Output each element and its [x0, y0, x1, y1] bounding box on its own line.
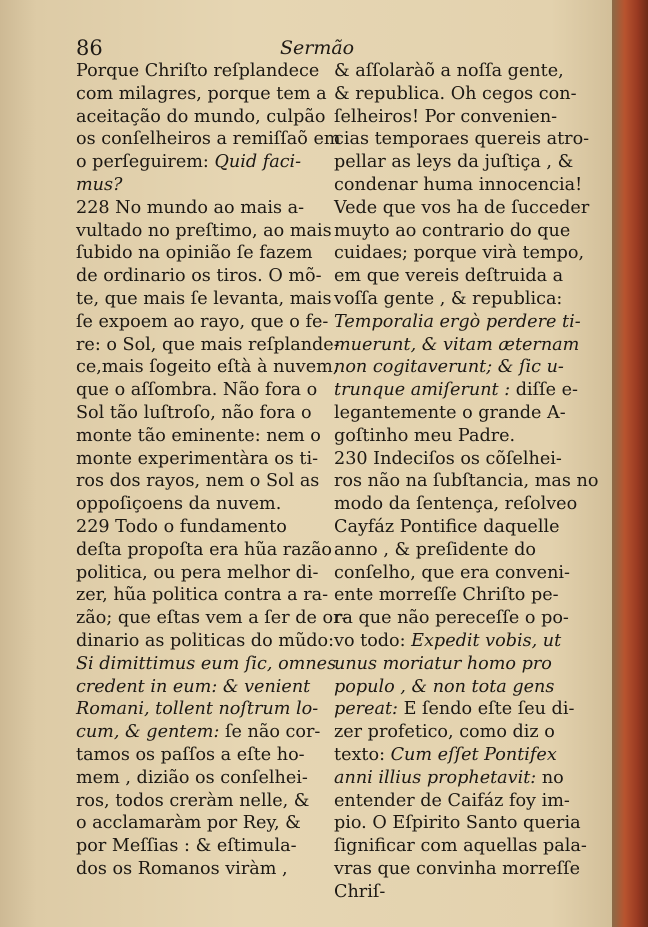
- text-line: [76, 630, 335, 653]
- text-line: [76, 242, 322, 265]
- text-run: ſubido na opinião ſe fazem: [76, 243, 313, 264]
- text-line: [334, 767, 580, 790]
- text-line: [76, 379, 322, 402]
- text-line: [334, 607, 580, 630]
- text-line: [334, 356, 580, 379]
- left-text-column: [76, 60, 348, 881]
- text-run: Cayfáz Pontifice daquelle: [334, 516, 560, 537]
- text-line: [334, 60, 580, 83]
- text-line: [334, 721, 580, 744]
- text-line: [334, 288, 580, 311]
- text-line: [334, 197, 590, 220]
- text-run: monte tão eminente: nem o: [76, 425, 321, 446]
- text-run: te, que mais ſe levanta, mais: [76, 288, 332, 309]
- text-line: [334, 151, 580, 174]
- italic-text: muerunt, & vitam æternam: [334, 334, 580, 355]
- text-run: dinario as politicas do mũdo:: [76, 630, 335, 651]
- text-line: [76, 812, 322, 835]
- text-line: [334, 858, 580, 881]
- text-run: zer, hũa politica contra a ra-: [76, 585, 329, 606]
- text-run: que o aſſombra. Não fora o: [76, 380, 318, 401]
- text-line: [76, 721, 322, 744]
- text-run: anno , & preſidente do: [334, 539, 536, 560]
- text-line: [76, 539, 333, 562]
- italic-text: pereat:: [334, 699, 398, 720]
- text-line: [334, 516, 580, 539]
- text-run: em que vereis deſtruida a: [334, 266, 564, 287]
- text-line: [334, 653, 580, 676]
- text-line: [76, 653, 337, 676]
- text-line: [76, 265, 322, 288]
- text-run: de ordinario os tiros. O mõ-: [76, 266, 322, 287]
- text-run: voſſa gente , & republica:: [334, 288, 563, 309]
- text-run: 229 Todo o fundamento: [76, 516, 287, 537]
- text-line: [334, 790, 580, 813]
- text-run: diſſe e-: [510, 380, 579, 401]
- text-run: no: [536, 767, 564, 788]
- text-line: [76, 356, 339, 379]
- text-line: [76, 584, 329, 607]
- text-run: Sol tão luſtroſo, não fora o: [76, 402, 312, 423]
- text-run: goſtinho meu Padre.: [334, 425, 516, 446]
- text-run: mem , dizião os conſelhei-: [76, 767, 308, 788]
- italic-text: populo , & non tota gens: [334, 676, 555, 697]
- italic-text: Cum eſſet Pontifex: [390, 744, 557, 765]
- italic-text: anni illius prophetavit:: [334, 767, 537, 788]
- text-line: [76, 562, 322, 585]
- text-line: [334, 265, 580, 288]
- text-run: ſelheiros! Por convenien-: [334, 106, 558, 127]
- text-line: [76, 470, 322, 493]
- text-line: [334, 311, 580, 334]
- text-line: [76, 493, 322, 516]
- text-run: entender de Caifáz foy im-: [334, 790, 570, 811]
- italic-text: unus moriatur homo pro: [334, 653, 552, 674]
- text-line: [334, 220, 580, 243]
- text-run: aceitação do mundo, culpão: [76, 106, 326, 127]
- text-run: conſelho, que era conveni-: [334, 562, 570, 583]
- text-run: pellar as leys da juſtiça , &: [334, 152, 574, 173]
- text-run: dos os Romanos viràm ,: [76, 858, 288, 879]
- text-run: monte experimentàra os ti-: [76, 448, 319, 469]
- text-run: zer profetico, como diz o: [334, 722, 555, 743]
- italic-text: mus?: [76, 174, 123, 195]
- italic-text: Temporalia ergò perdere ti-: [334, 311, 581, 332]
- text-line: [76, 288, 332, 311]
- italic-text: Si dimittimus eum ſic, omnes: [76, 653, 337, 674]
- text-line: [334, 630, 580, 653]
- text-line: [76, 676, 322, 699]
- text-run: Vede que vos ha de ſucceder: [334, 197, 590, 218]
- text-line: [334, 470, 599, 493]
- text-run: vo todo:: [334, 630, 412, 651]
- text-run: Chriſ-: [334, 881, 386, 902]
- text-run: legantemente o grande A-: [334, 402, 566, 423]
- text-run: tamos os paſſos a eſte ho-: [76, 744, 305, 765]
- text-run: muyto ao contrario do que: [334, 220, 571, 241]
- text-line: [76, 60, 322, 83]
- text-run: ra que não pereceſſe o po-: [334, 608, 569, 629]
- text-run: ce,mais ſogeito eſtà à nuvem,: [76, 357, 339, 378]
- text-run: deſta propoſta era hũa razão: [76, 539, 333, 560]
- text-line: [76, 767, 322, 790]
- text-line: [76, 698, 322, 721]
- text-run: condenar huma innocencia!: [334, 174, 583, 195]
- right-text-column: [334, 60, 599, 903]
- text-line: [334, 835, 587, 858]
- text-line: [76, 128, 341, 151]
- text-run: ros, todos creràm nelle, &: [76, 790, 310, 811]
- text-run: os conſelheiros a remiſſaõ em: [76, 129, 341, 150]
- text-line: [76, 151, 322, 174]
- text-line: [76, 311, 329, 334]
- text-line: [334, 83, 580, 106]
- text-line: [76, 516, 322, 539]
- text-run: 230 Indeciſos os cõſelhei-: [334, 448, 562, 469]
- italic-text: Quid faci-: [214, 152, 302, 173]
- text-run: cias temporaes quereis atro-: [334, 129, 590, 150]
- text-line: [334, 402, 580, 425]
- text-line: [334, 744, 580, 767]
- text-line: [334, 676, 580, 699]
- italic-text: Romani, tollent noſtrum lo-: [76, 699, 319, 720]
- text-line: [76, 83, 327, 106]
- text-line: [76, 197, 322, 220]
- text-line: [76, 334, 340, 357]
- italic-text: credent in eum: & venient: [76, 676, 311, 697]
- italic-text: trunque amiſerunt :: [334, 380, 511, 401]
- text-run: oppoſiçoens da nuvem.: [76, 494, 282, 515]
- text-run: politica, ou pera melhor di-: [76, 562, 319, 583]
- text-line: [334, 539, 580, 562]
- text-line: [334, 584, 580, 607]
- text-line: [76, 607, 348, 630]
- text-line: [76, 744, 322, 767]
- text-line: [76, 448, 322, 471]
- text-run: cuidaes; porque virà tempo,: [334, 243, 585, 264]
- text-line: [334, 334, 580, 357]
- text-line: [334, 379, 580, 402]
- text-line: [76, 858, 322, 881]
- text-run: re: o Sol, que mais reſplande-: [76, 334, 340, 355]
- text-run: ſignificar com aquellas pala-: [334, 836, 587, 857]
- text-run: ſe não cor-: [219, 722, 321, 743]
- text-run: o acclamaràm por Rey, &: [76, 813, 301, 834]
- italic-text: Expedit vobis, ut: [411, 630, 562, 651]
- italic-text: cum, & gentem:: [76, 722, 220, 743]
- text-line: [76, 106, 326, 129]
- text-run: & aſſolaràõ a noſſa gente,: [334, 61, 564, 81]
- text-run: modo da ſentença, reſolveo: [334, 494, 578, 515]
- text-line: [334, 562, 580, 585]
- text-line: [334, 174, 583, 197]
- text-line: [76, 790, 322, 813]
- italic-text: non cogitaverunt; & ſic u-: [334, 357, 564, 378]
- text-run: ente morreſſe Chriſto pe-: [334, 585, 559, 606]
- text-line: [334, 448, 580, 471]
- text-line: [76, 220, 332, 243]
- text-run: por Meſſias : & eſtimula-: [76, 836, 297, 857]
- text-run: com milagres, porque tem a: [76, 83, 327, 104]
- text-line: [334, 493, 580, 516]
- running-title: Sermão: [280, 37, 355, 59]
- book-edge: [612, 0, 648, 927]
- text-run: & republica. Oh cegos con-: [334, 83, 577, 104]
- text-line: [76, 402, 322, 425]
- text-line: [76, 835, 322, 858]
- text-line: [334, 881, 580, 904]
- page-number: 86: [76, 36, 103, 60]
- text-run: ros dos rayos, nem o Sol as: [76, 471, 320, 492]
- text-run: Porque Chriſto reſplandece: [76, 61, 320, 81]
- text-line: [334, 106, 580, 129]
- text-run: ros não na ſubſtancia, mas no: [334, 471, 599, 492]
- text-line: [334, 425, 580, 448]
- text-line: [334, 242, 585, 265]
- text-line: [334, 812, 580, 835]
- text-run: vultado no preſtimo, ao mais: [76, 220, 332, 241]
- text-run: pio. O Eſpirito Santo queria: [334, 813, 581, 834]
- text-run: o perſeguirem:: [76, 152, 215, 173]
- text-run: ſe expoem ao rayo, que o fe-: [76, 311, 329, 332]
- text-line: [334, 128, 590, 151]
- text-line: [76, 174, 322, 197]
- text-line: [334, 698, 580, 721]
- text-run: E ſendo eſte ſeu di-: [397, 699, 575, 720]
- text-run: 228 No mundo ao mais a-: [76, 197, 305, 218]
- text-run: zão; que eſtas vem a ſer de or-: [76, 608, 348, 629]
- text-line: [76, 425, 322, 448]
- text-run: texto:: [334, 744, 391, 765]
- text-run: vras que convinha morreſſe: [334, 858, 581, 879]
